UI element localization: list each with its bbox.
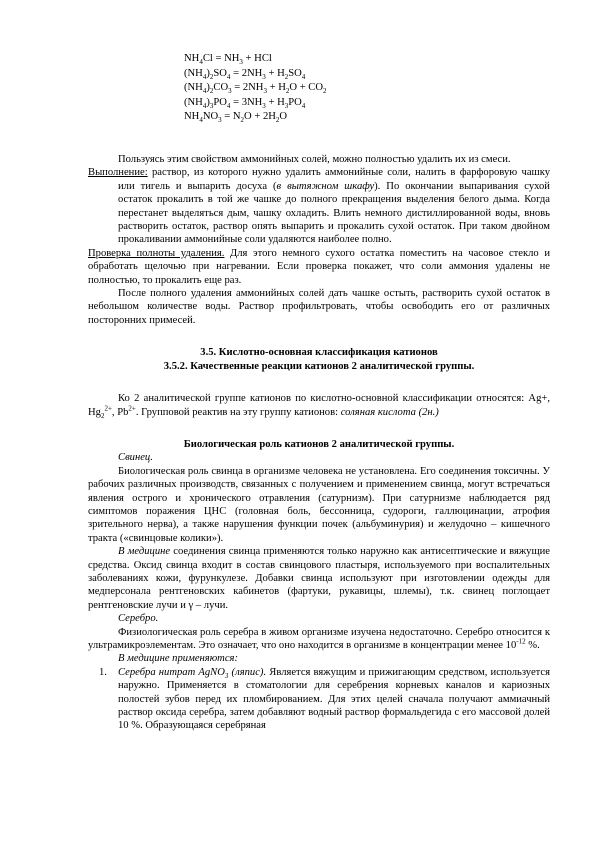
equation: $NH_4NO_3 = N_2O + 2H_2O$ bbox=[184, 111, 288, 125]
paragraph-use: Пользуясь этим свойством аммонийных солей, можно полностью удалить их из смеси. bbox=[118, 154, 511, 165]
paragraph-after: После полного удаления аммонийных солей дать чашке остыть, растворить сухой остаток в небольшом количестве воды. Раствор профильтровать, чтобы освободить его от различных посторонних примесей. bbox=[88, 288, 550, 326]
subsection-heading: 3.5.2. Качественные реакции катионов 2 аналитической группы. bbox=[163, 360, 475, 372]
paragraph-group: Ко 2 аналитической группе катионов по кислотно-основной классификации относятся: Ag+, $Hg_2^{2+}$, $Pb^{2+}$. Групповой реактив на эту группу катионов: соляная кислота (2н.) bbox=[88, 393, 550, 420]
paragraph-execution: Выполнение: раствор, из которого нужно удалить аммонийные соли, налить в фарфоровую чашку или тигель и выпарить досуха (в вытяжном шкафу). По окончании выпаривания сухой остаток прокалить в той же чашке до полного прекращения выделения белого дыма. Когда перестанет выделяться дым, чашку охладить. Влить немного дистиллированной воды, вновь растворить остаток, раствор опять выпарить и прокалить сухой остаток. При таком двойном прокаливании аммонийные соли удаляются наиболее полно. bbox=[88, 167, 550, 246]
silver-medicine-label: В медицине применяются: bbox=[118, 653, 238, 665]
paragraph-silver-1: Физиологическая роль серебра в живом организме изучена недостаточно. Серебро относится к ультрамикроэлементам. Это означает, что оно находится в организме в концентрации менее $10^{-12}$ %. bbox=[88, 626, 550, 651]
equation: $(NH_4)_2SO_4 = 2NH_3 + H_2SO_4$ bbox=[184, 67, 306, 81]
equations-block bbox=[184, 52, 327, 125]
equation: $NH_4Cl = NH_3$ + HCl bbox=[184, 53, 272, 67]
check-label: Проверка полноты удаления. bbox=[88, 247, 225, 259]
paragraph-lead-2: В медицине соединения свинца применяются только наружно как антисептические и вяжущие средства. Оксид свинца входит в состав свинцового пластыря, используемого при воспалительных заболеваниях кожи, фурункулезе. Добавки свинца используют при изготовлении одежды для медперсонала рентгеновских кабинетов (фартуки, рукавицы, шлемы), т.к. свинец поглощает рентгеновские лучи и γ – лучи. bbox=[88, 546, 550, 611]
equation: $(NH_4)_2CO_3 = 2NH_3 + H_2O + CO_2$ bbox=[184, 82, 327, 96]
paragraph-check: Проверка полноты удаления. Для этого немного сухого остатка поместить на часовое стекло и обработать щелочью при нагревании. Если проверка покажет, что соли аммония удалены не полностью, то прокалить еще раз. bbox=[88, 247, 550, 286]
equation: $(NH_4)_3PO_4 = 3NH_3 + H_3PO_4$ bbox=[184, 96, 306, 110]
paragraph-lead-1: Биологическая роль свинца в организме человека не установлена. Его соединения токсичны. У рабочих различных производств, связанных с получением и применением свинца, могут встречаться явления острого и хронического отравления (сатурнизм). При сатурнизме наблюдается ряд симптомов поражения ЦНС (головная боль, бессонница, судороги, галлюцинации, атрофия зрительного нерва), а также нарушения функции почек (альбуминурия) и желудочно – кишечного тракта («свинцовые колики»). bbox=[88, 465, 550, 544]
section-heading: 3.5. Кислотно-основная классификация катионов bbox=[200, 347, 438, 359]
list-item: 1. Серебра нитрат AgNO$_3$ (ляпис). Является вяжущим и прижигающим средством, используется наружно. Применяется в стоматологии для серебрения корневых каналов и кариозных полостей зубов перед их пломбированием. Для этих целей сначала получают аммиачный раствор оксида серебра, затем добавляют водный раствор формальдегида с его массовой долей 10 %. Образующаяся серебряная bbox=[99, 666, 551, 732]
silver-label: Серебро. bbox=[118, 613, 159, 625]
lead-label: Свинец. bbox=[118, 452, 153, 464]
document-body bbox=[88, 153, 550, 733]
list-number: 1. bbox=[99, 666, 107, 678]
bio-heading: Биологическая роль катионов 2 аналитической группы. bbox=[183, 438, 455, 450]
medicine-list bbox=[88, 666, 550, 733]
execution-label: Выполнение: bbox=[88, 167, 148, 179]
